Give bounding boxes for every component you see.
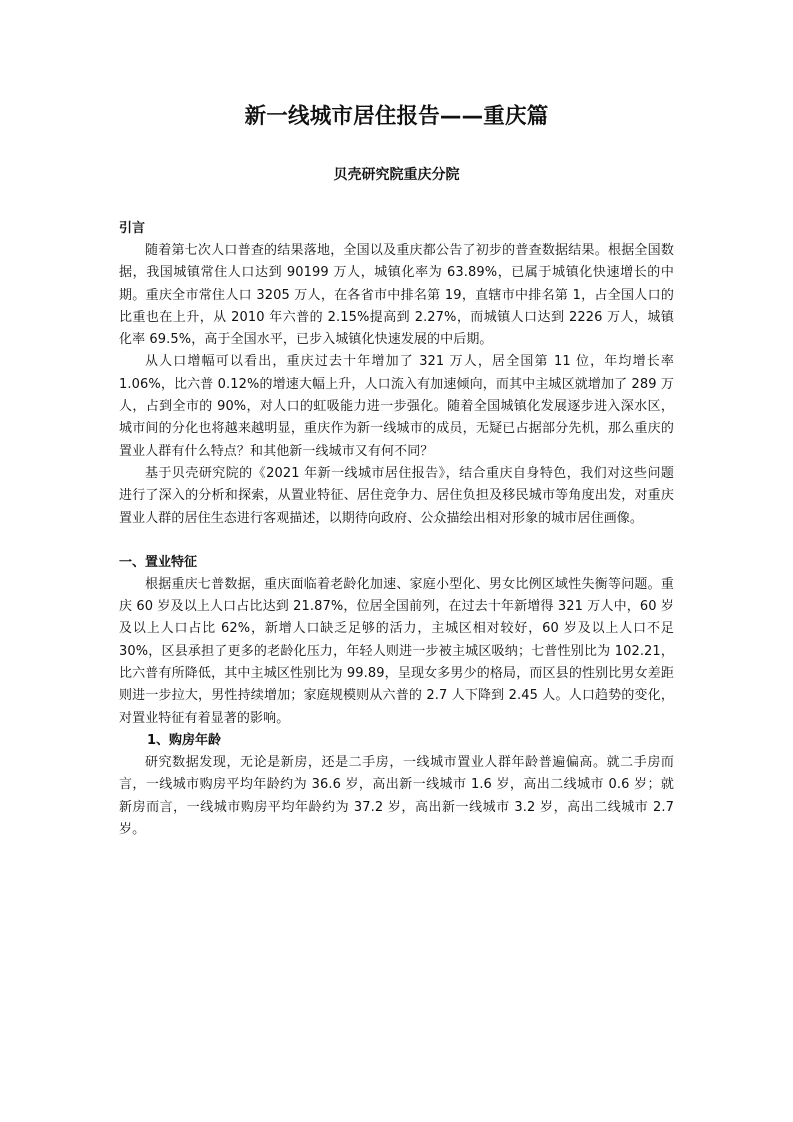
intro-paragraph-3: 基于贝壳研究院的《2021 年新一线城市居住报告》，结合重庆自身特色，我们对这些问题进行了深入的分析和探索，从置业特征、居住竞争力、居住负担及移民城市等角度出发，对重庆置业人群的居住生态进行客观描述，以期待向政府、公众描绘出相对形象的城市居住画像。	[119, 465, 674, 526]
intro-heading: 引言	[119, 221, 146, 236]
section-1-1-heading: 1、购房年龄	[147, 732, 222, 748]
section-1-1-paragraph-1: 研究数据发现，无论是新房，还是二手房，一线城市置业人群年龄普遍偏高。就二手房而言，一线城市购房平均年龄约为 36.6 岁，高出新一线城市 1.6 岁，高出二线城市 0.6 岁；就新房而言，一线城市购房平均年龄约为 37.2 岁，高出新一线城市 3.2 岁，高出二线城市 2.7 岁。	[119, 754, 674, 837]
intro-paragraph-1: 随着第七次人口普查的结果落地，全国以及重庆都公告了初步的普查数据结果。根据全国数据，我国城镇常住人口达到 90199 万人，城镇化率为 63.89%，已属于城镇化快速增长的中期。重庆全市常住人口 3205 万人，在各省市中排名第 19，直辖市中排名第 1，占全国人口的比重也在上升，从 2010 年六普的 2.15%提高到 2.27%，而城镇人口达到 2226 万人，城镇化率 69.5%，高于全国水平，已步入城镇化快速发展的中后期。	[119, 243, 674, 348]
section-1-heading: 一、置业特征	[119, 554, 198, 570]
document-author: 贝壳研究院重庆分院	[333, 167, 460, 183]
intro-paragraph-2: 从人口增幅可以看出，重庆过去十年增加了 321 万人，居全国第 11 位，年均增长率 1.06%，比六普 0.12%的增速大幅上升，人口流入有加速倾向，而其中主城区就增加了 289 万人，占到全市的 90%，对人口的虹吸能力进一步强化。随着全国城镇化发展逐步进入深水区，城市间的分化也将越来越明显，重庆作为新一线城市的成员，无疑已占据部分先机，那么重庆的置业人群有什么特点？和其他新一线城市又有何不同？	[119, 354, 674, 459]
document-title: 新一线城市居住报告——重庆篇	[244, 104, 549, 129]
section-1-paragraph-1: 根据重庆七普数据，重庆面临着老龄化加速、家庭小型化、男女比例区域性失衡等问题。重庆 60 岁及以上人口占比达到 21.87%，位居全国前列，在过去十年新增得 321 万人中，60 岁及以上人口占比 62%，新增人口缺乏足够的活力，主城区相对较好，60 岁及以上人口不足 30%，区县承担了更多的老龄化压力，年轻人则进一步被主城区吸纳；七普性别比为 102.21，比六普有所降低，其中主城区性别比为 99.89，呈现女多男少的格局，而区县的性别比男女差距则进一步拉大，男性持续增加；家庭规模则从六普的 2.7 人下降到 2.45 人。人口趋势的变化，对置业特征有着显著的影响。	[119, 576, 674, 726]
